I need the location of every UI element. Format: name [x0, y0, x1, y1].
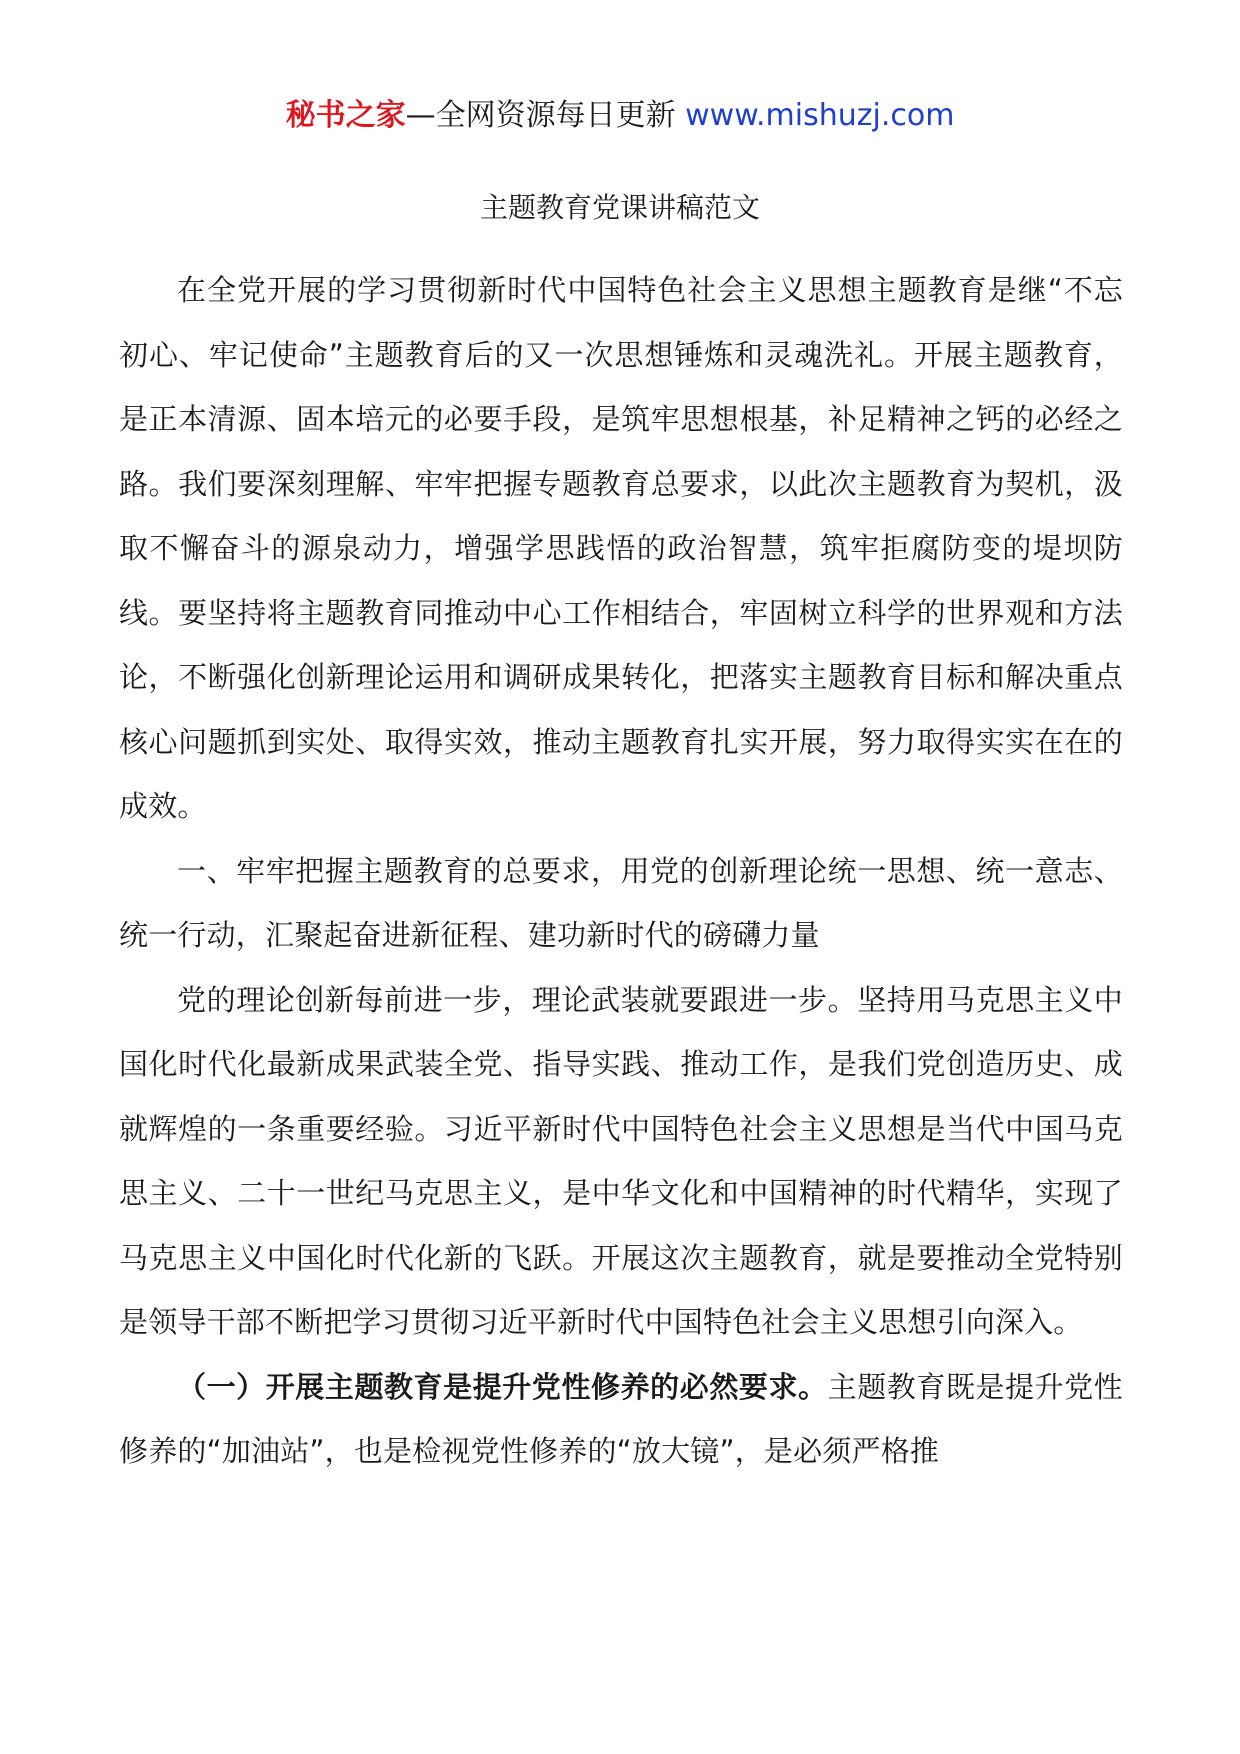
- site-url[interactable]: www.mishuzj.com: [685, 98, 955, 133]
- document-title: 主题教育党课讲稿范文: [479, 191, 760, 224]
- paragraph: 党的理论创新每前进一步，理论武装就要跟进一步。坚持用马克思主义中国化时代化最新成果武装全党、指导实践、推动工作，是我们党创造历史、成就辉煌的一条重要经验。习近平新时代中国特色社会主义思想是当代中国马克思主义、二十一世纪马克思主义，是中华文化和中国精神的时代精华，实现了马克思主义中国化时代化新的飞跃。开展这次主题教育，就是要推动全党特别是领导干部不断把学习贯彻习近平新时代中国特色社会主义思想引向深入。: [119, 982, 1123, 1339]
- paragraph: [119, 1355, 1123, 1484]
- paragraph: 在全党开展的学习贯彻新时代中国特色社会主义思想主题教育是继“不忘初心、牢记使命”主题教育后的又一次思想锤炼和灵魂洗礼。开展主题教育，是正本清源、固本培元的必要手段，是筑牢思想根基，补足精神之钙的必经之路。我们要深刻理解、牢牢把握专题教育总要求，以此次主题教育为契机，汲取不懈奋斗的源泉动力，增强学思践悟的政治智慧，筑牢拒腐防变的堤坝防线。要坚持将主题教育同推动中心工作相结合，牢固树立科学的世界观和方法论，不断强化创新理论运用和调研成果转化，把落实主题教育目标和解决重点核心问题抓到实处、取得实效，推动主题教育扎实开展，努力取得实实在在的成效。: [119, 273, 1123, 823]
- header-slogan: —全网资源每日更新: [405, 98, 686, 133]
- brand-name: 秘书之家: [285, 98, 406, 133]
- section-heading: 一、牢牢把握主题教育的总要求，用党的创新理论统一思想、统一意志、统一行动，汇聚起奋进新征程、建功新时代的磅礴力量: [119, 853, 1123, 952]
- paragraph-text: 主题教育既是提升党性修养的“加油站”，也是检视党性修养的“放大镜”，是必须严格推: [119, 1369, 1123, 1468]
- site-header: [0, 96, 1240, 136]
- document-body: [119, 258, 1123, 1484]
- subsection-heading: （一）开展主题教育是提升党性修养的必然要求。: [177, 1369, 828, 1404]
